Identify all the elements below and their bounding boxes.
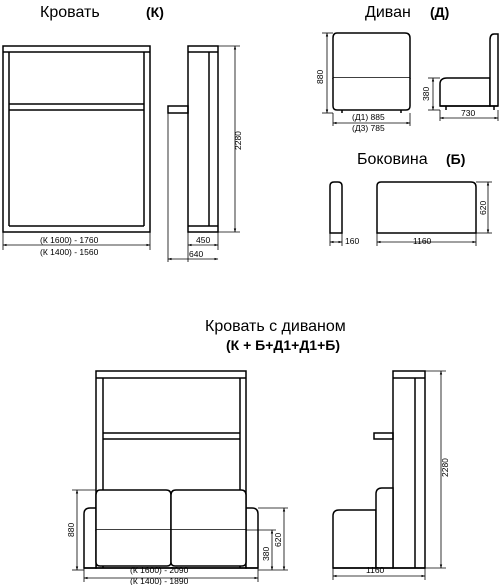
side-long-view (377, 182, 476, 233)
combo-total-height-value: 2280 (440, 458, 450, 477)
combo-width-1600: (К 1600) - 2090 (130, 565, 189, 575)
sofa-width-d1: (Д1) 885 (352, 112, 385, 122)
sofa-seat-dimension (421, 78, 440, 110)
bed-depth-dimension (168, 113, 218, 262)
side-height-value: 620 (478, 200, 488, 215)
sofa-height-value: 880 (315, 69, 325, 84)
side-code: (Б) (446, 151, 466, 167)
bed-height-value: 2280 (233, 131, 243, 150)
sofa-code: (Д) (430, 4, 450, 20)
bed-side-view (168, 46, 218, 232)
bed-depth-open: 640 (189, 249, 204, 259)
bed-code: (К) (146, 4, 164, 20)
combo-side-view (333, 371, 425, 568)
sofa-depth-value: 730 (461, 108, 476, 118)
sofa-width-dimension (333, 112, 410, 133)
combo-sofa-height-value: 880 (66, 522, 76, 537)
side-length-value: 1160 (413, 236, 432, 246)
combo-title: Кровать с диваном (205, 318, 346, 335)
side-length-dimension (377, 233, 476, 246)
combo-formula: (К + Б+Д1+Д1+Б) (226, 337, 340, 353)
combo-total-height-dimension (425, 371, 450, 568)
side-height-dimension (476, 182, 492, 233)
sofa-seat-value: 380 (421, 86, 431, 101)
combo-width-1400: (К 1400) - 1890 (130, 576, 189, 585)
side-title: Боковина (357, 151, 428, 168)
sofa-front-view (333, 33, 410, 113)
bed-height-dimension (218, 46, 243, 232)
combo-depth-value: 1160 (366, 565, 385, 575)
combo-seat-height-value: 380 (261, 546, 271, 561)
bed-width-1400: (К 1400) - 1560 (40, 247, 99, 257)
bed-front-view (3, 46, 150, 232)
sofa-height-dimension (315, 33, 333, 113)
bed-depth-closed: 450 (196, 235, 211, 245)
side-thickness-value: 160 (345, 236, 360, 246)
side-end-view (330, 182, 342, 233)
bed-title: Кровать (40, 4, 100, 21)
sofa-width-d3: (Д3) 785 (352, 123, 385, 133)
combo-sofa-front-view (84, 490, 258, 568)
bed-width-1600: (К 1600) - 1760 (40, 235, 99, 245)
combo-side-height-value: 620 (273, 532, 283, 547)
sofa-side-view (440, 34, 498, 110)
side-thickness-dimension (330, 233, 359, 246)
sofa-depth-dimension (440, 108, 498, 121)
sofa-title: Диван (365, 4, 411, 21)
bed-width-dimension (3, 232, 150, 257)
